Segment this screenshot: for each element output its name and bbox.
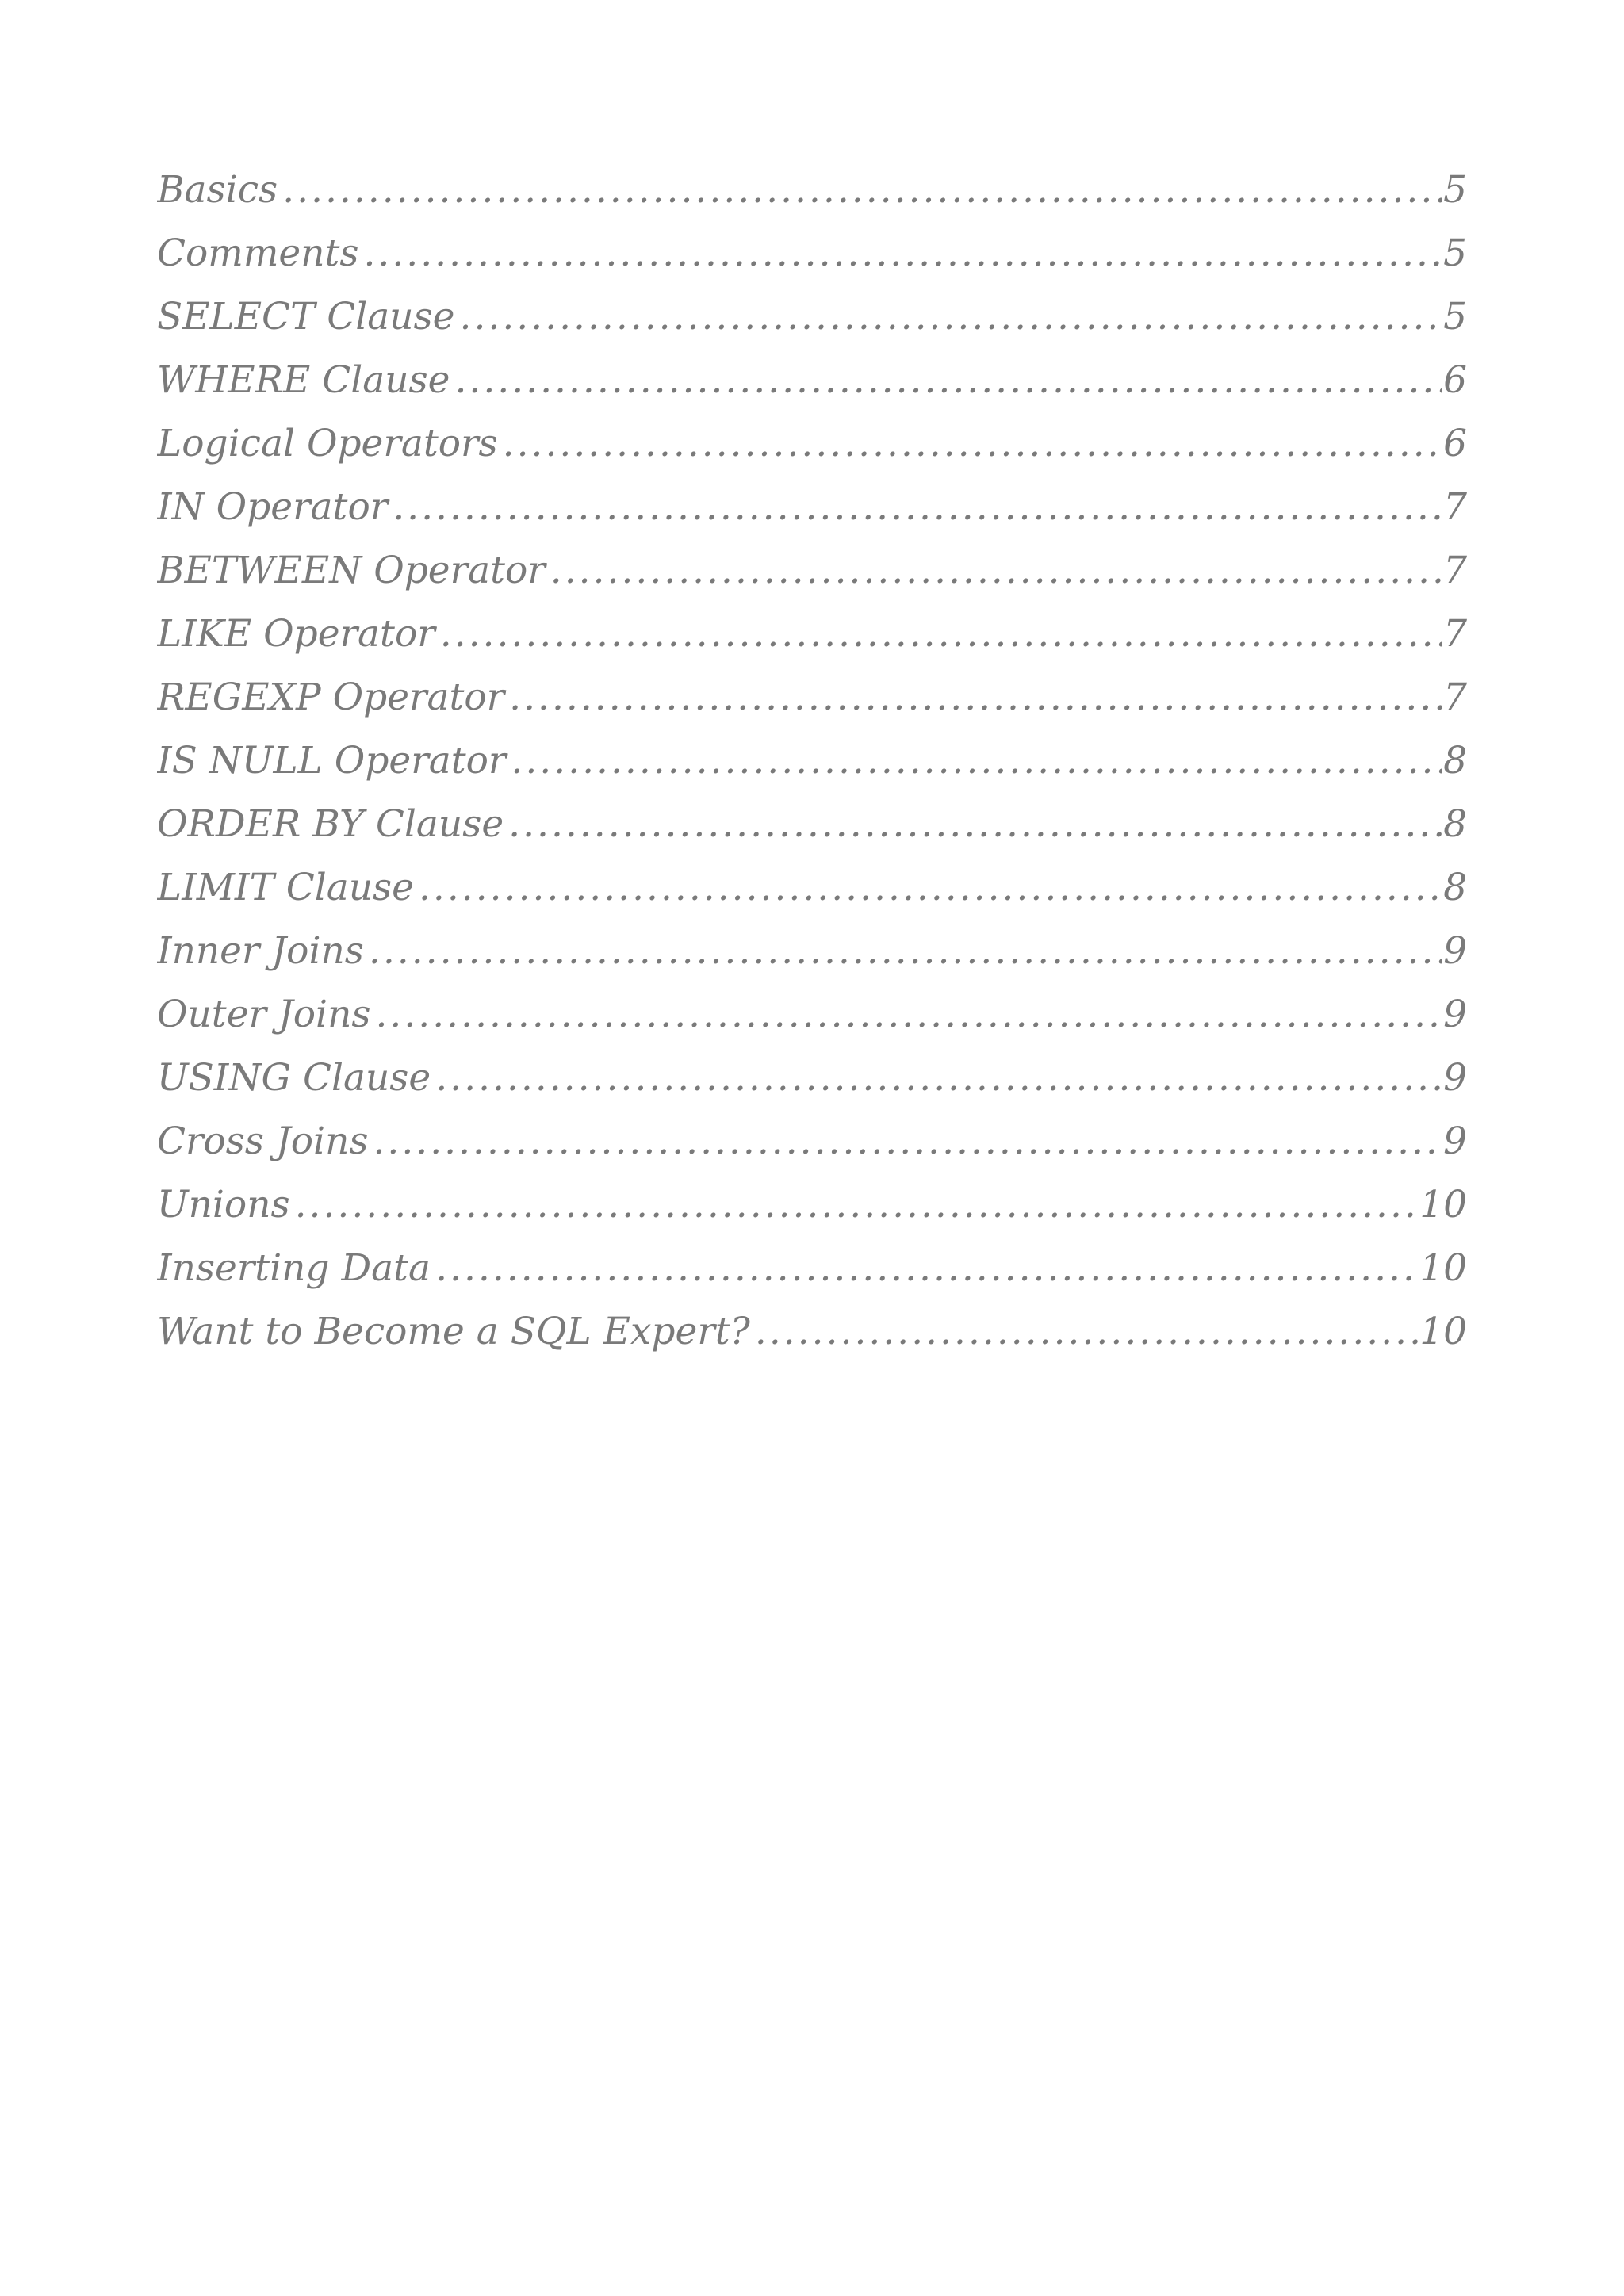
toc-dot-leader [282, 159, 1442, 222]
toc-dot-leader [755, 1300, 1418, 1364]
toc-entry-title: LIKE Operator [157, 612, 435, 656]
toc-dot-leader [508, 793, 1442, 856]
toc-dot-leader [363, 222, 1442, 285]
toc-page-number: 9 [1443, 929, 1467, 973]
toc-entry-title: Outer Joins [157, 993, 371, 1036]
toc-entry-order-by-clause[interactable] [157, 793, 1467, 856]
toc-dot-leader [435, 1047, 1442, 1110]
toc-dot-leader [460, 285, 1442, 349]
toc-page-number: 7 [1443, 549, 1467, 592]
toc-entry-title: REGEXP Operator [157, 675, 505, 719]
toc-page-number: 5 [1443, 168, 1467, 212]
toc-entry-is-null-operator[interactable] [157, 729, 1467, 793]
toc-entry-using-clause[interactable] [157, 1047, 1467, 1110]
toc-entry-inner-joins[interactable] [157, 920, 1467, 983]
toc-dot-leader [369, 920, 1442, 983]
toc-page-number: 8 [1443, 802, 1467, 846]
toc-entry-select-clause[interactable] [157, 285, 1467, 349]
toc-entry-title: Unions [157, 1183, 290, 1226]
toc-page-number: 9 [1443, 1119, 1467, 1163]
toc-entry-title: Logical Operators [157, 422, 498, 465]
toc-entry-in-operator[interactable] [157, 476, 1467, 539]
toc-page-number: 7 [1443, 612, 1467, 656]
toc-entry-title: Inner Joins [157, 929, 364, 973]
toc-page-number: 6 [1443, 358, 1467, 402]
toc-entry-between-operator[interactable] [157, 539, 1467, 603]
toc-dot-leader [511, 729, 1442, 793]
toc-entry-title: Basics [157, 168, 278, 212]
toc-entry-sql-expert[interactable] [157, 1300, 1467, 1364]
toc-dot-leader [503, 412, 1442, 476]
toc-page-number: 7 [1443, 485, 1467, 529]
toc-entry-unions[interactable] [157, 1173, 1467, 1237]
toc-entry-title: WHERE Clause [157, 358, 450, 402]
toc-dot-leader [509, 666, 1442, 729]
toc-page-number: 8 [1443, 866, 1467, 909]
toc-entry-title: IS NULL Operator [157, 739, 507, 783]
toc-entry-cross-joins[interactable] [157, 1110, 1467, 1173]
toc-entry-title: LIMIT Clause [157, 866, 414, 909]
toc-page-number: 5 [1443, 295, 1467, 339]
toc-entry-basics[interactable] [157, 159, 1467, 222]
table-of-contents [157, 159, 1467, 1364]
toc-page-number: 10 [1419, 1310, 1467, 1353]
toc-entry-title: USING Clause [157, 1056, 431, 1100]
toc-page-number: 9 [1443, 993, 1467, 1036]
toc-page-number: 7 [1443, 675, 1467, 719]
toc-entry-where-clause[interactable] [157, 349, 1467, 412]
toc-dot-leader [454, 349, 1442, 412]
toc-entry-title: ORDER BY Clause [157, 802, 504, 846]
toc-entry-title: Cross Joins [157, 1119, 369, 1163]
toc-entry-regexp-operator[interactable] [157, 666, 1467, 729]
toc-dot-leader [550, 539, 1442, 603]
toc-page-number: 6 [1443, 422, 1467, 465]
toc-dot-leader [375, 983, 1442, 1047]
toc-page-number: 10 [1419, 1246, 1467, 1290]
toc-page-number: 10 [1419, 1183, 1467, 1226]
toc-dot-leader [373, 1110, 1442, 1173]
toc-dot-leader [393, 476, 1442, 539]
toc-entry-outer-joins[interactable] [157, 983, 1467, 1047]
toc-page-number: 9 [1443, 1056, 1467, 1100]
toc-entry-title: Want to Become a SQL Expert? [157, 1310, 750, 1353]
toc-dot-leader [440, 603, 1442, 666]
toc-entry-limit-clause[interactable] [157, 856, 1467, 920]
toc-entry-title: Inserting Data [157, 1246, 431, 1290]
toc-entry-title: IN Operator [157, 485, 389, 529]
toc-entry-like-operator[interactable] [157, 603, 1467, 666]
toc-entry-title: SELECT Clause [157, 295, 455, 339]
toc-dot-leader [419, 856, 1442, 920]
toc-dot-leader [435, 1237, 1418, 1300]
toc-entry-title: Comments [157, 232, 359, 275]
toc-dot-leader [295, 1173, 1419, 1237]
toc-entry-logical-operators[interactable] [157, 412, 1467, 476]
toc-entry-inserting-data[interactable] [157, 1237, 1467, 1300]
toc-page-number: 5 [1443, 232, 1467, 275]
toc-entry-comments[interactable] [157, 222, 1467, 285]
toc-page-number: 8 [1443, 739, 1467, 783]
toc-entry-title: BETWEEN Operator [157, 549, 546, 592]
